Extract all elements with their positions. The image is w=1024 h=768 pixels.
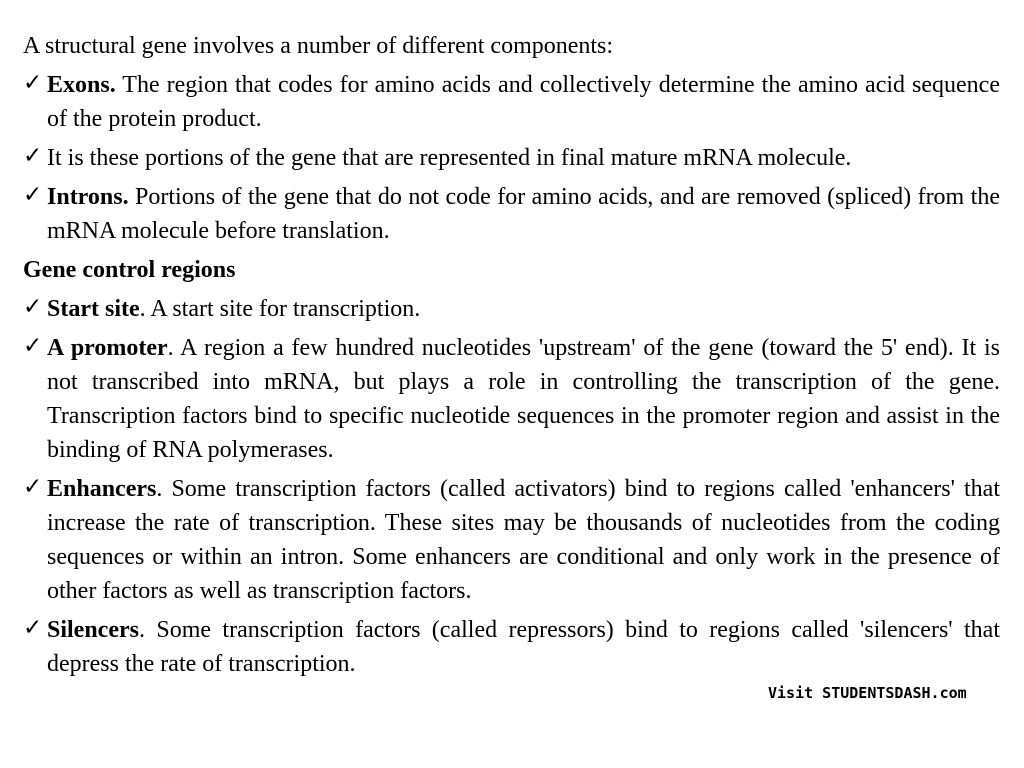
section-heading: Gene control regions bbox=[23, 257, 236, 283]
bullet-text: It is these portions of the gene that are represented in final mature mRNA molecule. bbox=[47, 145, 852, 171]
checkmark-icon: ✓ bbox=[23, 474, 43, 500]
bullet-term: A promoter bbox=[47, 335, 168, 361]
bullet-text: . Some transcription factors (called activators) bind to regions called 'enhancers' that increase the rate of transcription. These sites may be thousands of nucleotides from the coding sequences or within an intron. Some enhancers are conditional and only work in the presence of other factors as well as transcription factors. bbox=[47, 476, 1000, 604]
slide-content bbox=[23, 29, 1000, 686]
bullet-introns bbox=[23, 180, 1000, 248]
checkmark-icon: ✓ bbox=[23, 615, 43, 641]
bullet-mature-mrna bbox=[23, 141, 1000, 175]
bullet-term: Enhancers bbox=[47, 476, 157, 502]
checkmark-icon: ✓ bbox=[23, 294, 43, 320]
bullet-term: Silencers bbox=[47, 617, 139, 643]
bullet-term: Start site bbox=[47, 296, 140, 322]
checkmark-icon: ✓ bbox=[23, 70, 43, 96]
bullet-text: . A start site for transcription. bbox=[139, 296, 421, 322]
watermark-link: Visit STUDENTSDASH.com bbox=[768, 684, 967, 702]
bullet-term: Exons. bbox=[47, 72, 116, 98]
bullet-silencers bbox=[23, 613, 1000, 681]
bullet-text: . Some transcription factors (called repressors) bind to regions called 'silencers' that depress the rate of transcription. bbox=[47, 617, 1000, 677]
bullet-start-site bbox=[23, 292, 1000, 326]
bullet-text: The region that codes for amino acids and collectively determine the amino acid sequence of the protein product. bbox=[47, 72, 1000, 132]
bullet-term: Introns. bbox=[47, 184, 129, 210]
bullet-exons bbox=[23, 68, 1000, 136]
bullet-enhancers bbox=[23, 472, 1000, 608]
bullet-text: Portions of the gene that do not code for amino acids, and are removed (spliced) from the mRNA molecule before translation. bbox=[47, 184, 1000, 244]
intro-text: A structural gene involves a number of different components: bbox=[23, 33, 614, 59]
bullet-text: . A region a few hundred nucleotides 'upstream' of the gene (toward the 5' end). It is not transcribed into mRNA, but plays a role in controlling the transcription of the gene. Transcription factors bind to specific nucleotide sequences in the promoter region and assist in the binding of RNA polymerases. bbox=[47, 335, 1000, 463]
checkmark-icon: ✓ bbox=[23, 333, 43, 359]
checkmark-icon: ✓ bbox=[23, 143, 43, 169]
bullet-promoter bbox=[23, 331, 1000, 467]
checkmark-icon: ✓ bbox=[23, 182, 43, 208]
